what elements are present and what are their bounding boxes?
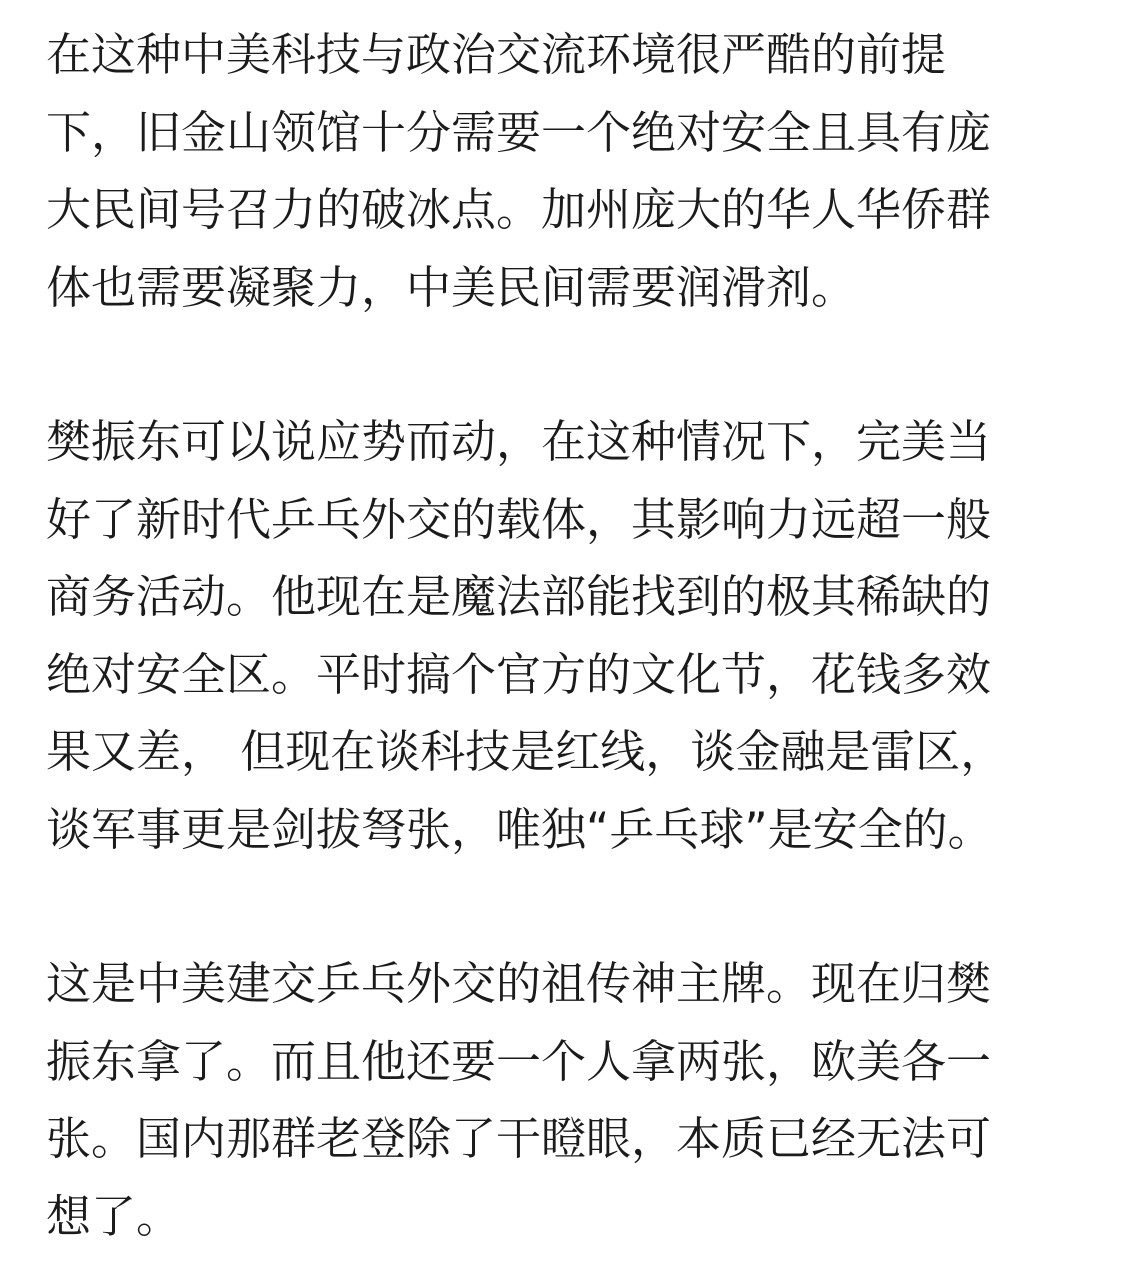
paragraph-3 (46, 945, 1096, 1255)
text-line: 体也需要凝聚力，中美民间需要润滑剂。 (46, 260, 857, 314)
text-line: 果又差， 但现在谈科技是红线，谈金融是雷区， (46, 725, 1006, 778)
text-line: 下，旧金山领馆十分需要一个绝对安全且具有庞 (46, 105, 992, 159)
text-line: 这是中美建交乒乓外交的祖传神主牌。现在归樊 (46, 957, 992, 1010)
text-line: 想了。 (46, 1189, 182, 1243)
text-line: 樊振东可以说应势而动，在这种情况下，完美当 (46, 415, 992, 468)
paragraph-2 (46, 403, 1096, 868)
text-line: 好了新时代乒乓外交的载体，其影响力远超一般 (46, 492, 992, 546)
text-line: 振东拿了。而且他还要一个人拿两张，欧美各一 (46, 1034, 992, 1088)
text-line: 商务活动。他现在是魔法部能找到的极其稀缺的 (46, 570, 992, 623)
text-line: 绝对安全区。平时搞个官方的文化节，花钱多效 (46, 647, 992, 701)
text-line: 大民间号召力的破冰点。加州庞大的华人华侨群 (46, 183, 992, 236)
paragraph-1 (46, 16, 1096, 326)
text-line: 在这种中美科技与政治交流环境很严酷的前提 (46, 28, 947, 81)
text-line: 张。国内那群老登除了干瞪眼，本质已经无法可 (46, 1112, 992, 1165)
article-body (46, 16, 1096, 1255)
text-line: 谈军事更是剑拔弩张，唯独“乒乓球”是安全的。 (46, 802, 993, 856)
